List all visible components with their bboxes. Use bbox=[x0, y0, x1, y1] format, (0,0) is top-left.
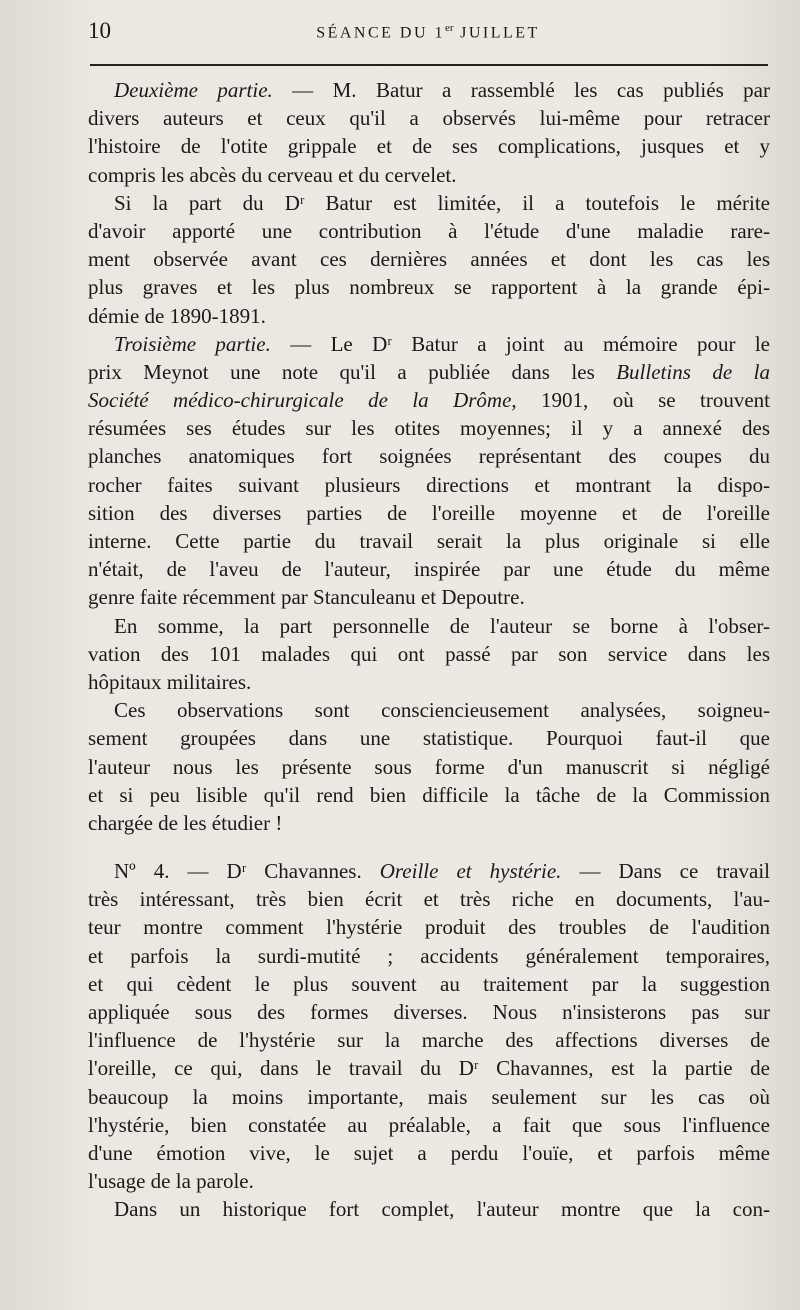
text-line: et si peu lisible qu'il rend bien difficile la tâche de la Commission bbox=[88, 782, 770, 807]
text-line: démie de 1890-1891. bbox=[88, 303, 266, 328]
text-line: vation des 101 malades qui ont passé par son service dans les bbox=[88, 641, 770, 666]
text-line: appliquée sous des formes diverses. Nous n'insisterons pas sur bbox=[88, 1000, 770, 1024]
text-line: Deuxième partie. — M. Batur a rassemblé les cas publiés par bbox=[114, 78, 770, 102]
text-line: Nº 4. — Dʳ Chavannes. Oreille et hystérie. — Dans ce travail bbox=[114, 859, 770, 884]
text-line: chargée de les étudier ! bbox=[88, 810, 283, 835]
running-title-text: SÉANCE DU 1 bbox=[316, 24, 446, 42]
text-line: très intéressant, très bien écrit et très riche en documents, l'au- bbox=[88, 887, 770, 912]
text-line: Troisième partie. — Le Dʳ Batur a joint au mémoire pour le bbox=[114, 331, 770, 356]
text-line: l'influence de l'hystérie sur la marche des affections diverses de bbox=[88, 1028, 770, 1053]
running-head bbox=[88, 18, 768, 48]
running-title-end: JUILLET bbox=[453, 24, 540, 42]
italic-phrase: Deuxième partie. bbox=[114, 78, 273, 102]
text-line: n'était, de l'aveu de l'auteur, inspirée par une étude du même bbox=[88, 557, 770, 582]
page-number: 10 bbox=[88, 18, 111, 43]
text-line: Société médico-chirurgicale de la Drôme, 1901, où se trouvent bbox=[88, 388, 770, 413]
text-line: résumées ses études sur les otites moyennes; il y a annexé des bbox=[88, 416, 770, 441]
text-line: Si la part du Dʳ Batur est limitée, il a toutefois le mérite bbox=[114, 190, 770, 215]
italic-phrase: Société médico-chirurgicale de la Drôme bbox=[88, 388, 512, 413]
text-line: d'une émotion vive, le sujet a perdu l'ouïe, et parfois même bbox=[88, 1140, 770, 1165]
italic-phrase: Oreille et hystérie. bbox=[379, 859, 562, 884]
text-line: et parfois la surdi-mutité ; accidents généralement temporaires, bbox=[88, 943, 770, 968]
text-line: genre faite récemment par Stanculeanu et Depoutre. bbox=[88, 585, 525, 610]
text-line: compris les abcès du cerveau et du cervelet. bbox=[88, 162, 457, 187]
running-title-sup: er bbox=[445, 22, 454, 34]
text-line: l'usage de la parole. bbox=[88, 1169, 254, 1194]
text-line: et qui cèdent le plus souvent au traitement par la suggestion bbox=[88, 971, 770, 996]
text-line: divers auteurs et ceux qu'il a observés lui-même pour retracer bbox=[88, 106, 770, 131]
text-line: hôpitaux militaires. bbox=[88, 669, 252, 694]
italic-phrase: Troisième partie. bbox=[114, 331, 271, 356]
text-line: l'histoire de l'otite grippale et de ses complications, jusques et y bbox=[88, 134, 770, 159]
text-line: interne. Cette partie du travail serait la plus originale si elle bbox=[88, 529, 770, 553]
italic-phrase: Bulletins de la bbox=[616, 359, 770, 384]
text-line: ment observée avant ces dernières années et dont les cas les bbox=[88, 247, 770, 272]
text-line: En somme, la part personnelle de l'auteur se borne à l'obser- bbox=[114, 613, 770, 638]
text-line: planches anatomiques fort soignées représentant des coupes du bbox=[88, 444, 770, 469]
text-line: d'avoir apporté une contribution à l'étude d'une maladie rare- bbox=[88, 218, 770, 243]
page-body bbox=[88, 76, 770, 1224]
header-rule bbox=[90, 64, 768, 66]
text-line: l'auteur nous les présente sous forme d'un manuscrit si négligé bbox=[88, 754, 770, 779]
text-line: sition des diverses parties de l'oreille moyenne et de l'oreille bbox=[88, 500, 770, 525]
text-line: l'oreille, ce qui, dans le travail du Dʳ Chavannes, est la partie de bbox=[88, 1056, 770, 1081]
text-line: rocher faites suivant plusieurs directions et montrant la dispo- bbox=[88, 472, 770, 497]
text-line: plus graves et les plus nombreux se rapportent à la grande épi- bbox=[88, 275, 770, 300]
running-title bbox=[88, 22, 768, 42]
text-line: teur montre comment l'hystérie produit des troubles de l'audition bbox=[88, 915, 770, 940]
section-gap bbox=[88, 837, 770, 857]
text-line: Dans un historique fort complet, l'auteur montre que la con- bbox=[114, 1197, 770, 1222]
text-line: sement groupées dans une statistique. Pourquoi faut-il que bbox=[88, 726, 770, 751]
text-line: beaucoup la moins importante, mais seulement sur les cas où bbox=[88, 1084, 770, 1109]
text-line: Ces observations sont consciencieusement analysées, soigneu- bbox=[114, 698, 770, 723]
text-line: prix Meynot une note qu'il a publiée dans les Bulletins de la bbox=[88, 359, 770, 384]
text-line: l'hystérie, bien constatée au préalable, a fait que sous l'influence bbox=[88, 1112, 770, 1137]
